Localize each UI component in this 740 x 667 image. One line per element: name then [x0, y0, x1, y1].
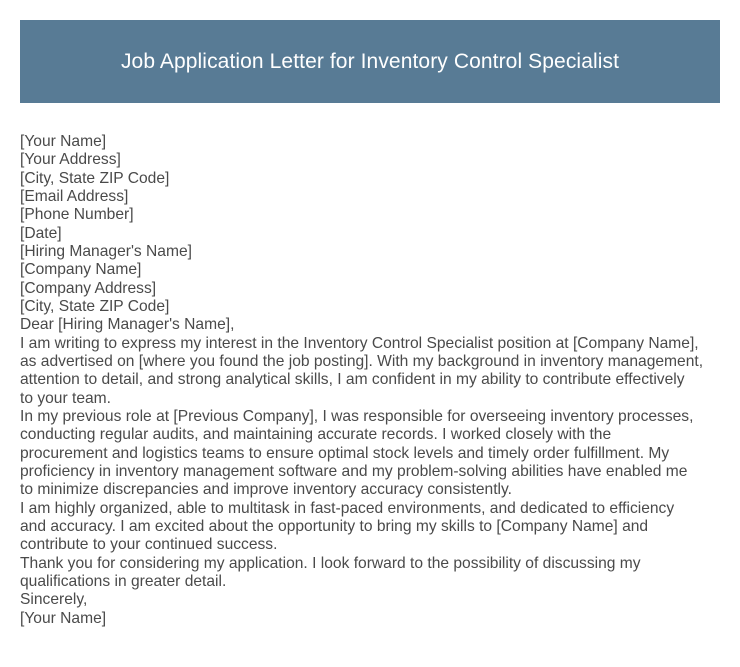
- sender-block: [20, 133, 730, 243]
- recipient-block: [20, 243, 730, 316]
- paragraph-line: conducting regular audits, and maintaining accurate records. I worked closely with the: [20, 426, 612, 444]
- letter-body: [20, 133, 730, 628]
- paragraph-qualities: [20, 500, 730, 555]
- paragraph-line: I am writing to express my interest in the Inventory Control Specialist position at [Company Name],: [20, 334, 699, 352]
- paragraph-line: and accuracy. I am excited about the opportunity to bring my skills to [Company Name] and: [20, 517, 649, 535]
- paragraph-line: I am highly organized, able to multitask in fast-paced environments, and dedicated to efficiency: [20, 499, 675, 517]
- paragraph-line: In my previous role at [Previous Company], I was responsible for overseeing inventory processes,: [20, 407, 694, 425]
- paragraph-line: to minimize discrepancies and improve inventory accuracy consistently.: [20, 481, 512, 499]
- sender-email: [Email Address]: [20, 187, 129, 205]
- letter-date: [Date]: [20, 224, 62, 242]
- paragraph-line: procurement and logistics teams to ensure optimal stock levels and timely order fulfillment. My: [20, 444, 670, 462]
- paragraph-line: proficiency in inventory management software and my problem-solving abilities have enabled me: [20, 462, 688, 480]
- closing: Sincerely,: [20, 591, 88, 609]
- paragraph-experience: [20, 408, 730, 500]
- recipient-company-address: [Company Address]: [20, 279, 157, 297]
- recipient-company-name: [Company Name]: [20, 261, 142, 279]
- paragraph-line: contribute to your continued success.: [20, 536, 278, 554]
- paragraph-line: attention to detail, and strong analytical skills, I am confident in my ability to contribute effectively: [20, 371, 685, 389]
- recipient-city-state-zip: [City, State ZIP Code]: [20, 297, 170, 315]
- paragraph-line: Thank you for considering my application. I look forward to the possibility of discussing my: [20, 554, 641, 572]
- signature: [Your Name]: [20, 609, 107, 627]
- paragraph-intro: [20, 335, 730, 408]
- sender-address: [Your Address]: [20, 151, 121, 169]
- salutation: Dear [Hiring Manager's Name],: [20, 316, 235, 334]
- sender-city-state-zip: [City, State ZIP Code]: [20, 169, 170, 187]
- recipient-hiring-manager: [Hiring Manager's Name]: [20, 242, 192, 260]
- paragraph-line: qualifications in greater detail.: [20, 572, 227, 590]
- header-banner: [20, 20, 720, 103]
- paragraph-line: as advertised on [where you found the job posting]. With my background in inventory management,: [20, 352, 704, 370]
- page-title: Job Application Letter for Inventory Control Specialist: [120, 49, 620, 73]
- paragraph-thanks: [20, 555, 730, 592]
- sender-phone: [Phone Number]: [20, 206, 134, 224]
- paragraph-line: to your team.: [20, 389, 112, 407]
- sender-name: [Your Name]: [20, 133, 107, 150]
